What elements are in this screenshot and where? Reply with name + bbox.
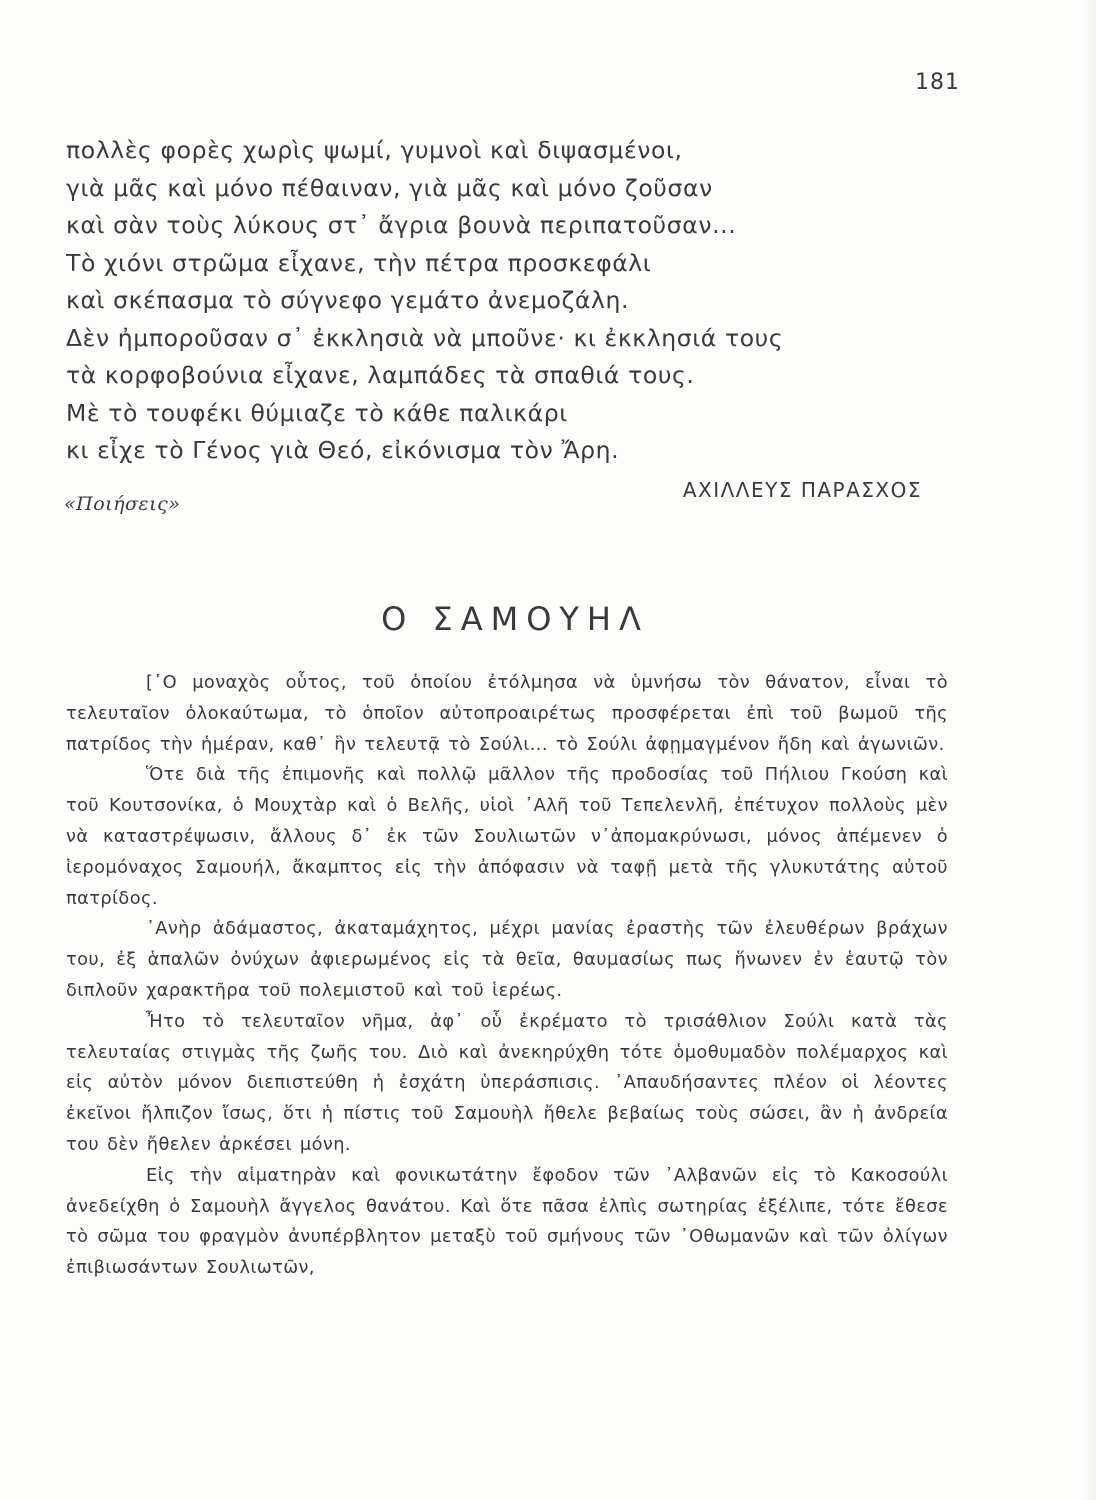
paragraph: Ἦτο τὸ τελευταῖον νῆμα, ἀφ᾽ οὗ ἐκρέματο τὸ τρισάθλιον Σούλι κατὰ τὰς τελευταίας στιγμὰς τῆς ζωῆς του. Διὸ καὶ ἀνεκηρύχθη τότε ὁμοθυμαδὸν πολέμαρχος καὶ εἰς αὐτὸν μόνον διεπιστεύθη ἡ ἐσχάτη ὑπεράσπισις. ᾽Απαυδήσαντες πλέον οἱ λέοντες ἐκεῖνοι ἤλπιζον ἴσως, ὅτι ἡ πίστις τοῦ Σαμουὴλ ἤθελε βεβαίως τοὺς σώσει, ἂν ἡ ἀνδρεία του δὲν ἤθελεν ἀρκέσει μόνη. [66,1010,948,1155]
paragraph: ᾽Ανὴρ ἀδάμαστος, ἀκαταμάχητος, μέχρι μανίας ἐραστὴς τῶν ἐλευθέρων βράχων του, ἐξ ἁπαλῶν ὀνύχων ἀφιερωμένος εἰς τὰ θεῖα, θαυμασίως πως ἥνωνεν ἐν ἑαυτῷ τὸν διπλοῦν χαρακτῆρα τοῦ πολεμιστοῦ καὶ τοῦ ἱερέως. [66,918,948,1001]
paragraph: [῾Ο μοναχὸς οὗτος, τοῦ ὁποίου ἐτόλμησα νὰ ὑμνήσω τὸν θάνατον, εἶναι τὸ τελευταῖον ὁλοκαύτωμα, τὸ ὁποῖον αὐτοπροαιρέτως προσφέρεται ἐπὶ τοῦ βωμοῦ τῆς πατρίδος τὴν ἡμέραν, καθ᾽ ἣν τελευτᾷ τὸ Σούλι... τὸ Σούλι ἀφῃμαγμένον ἤδη καὶ ἀγωνιῶν. [66,672,948,755]
article-body [66,668,948,1284]
poem-block [66,132,926,470]
poem-line: κι εἶχε τὸ Γένος γιὰ Θεό, εἰκόνισμα τὸν Ἄρη. [66,436,620,464]
paragraph: Εἰς τὴν αἱματηρὰν καὶ φονικωτάτην ἔφοδον τῶν ᾽Αλβανῶν εἰς τὸ Κακοσούλι ἀνεδείχθη ὁ Σαμουὴλ ἄγγελος θανάτου. Καὶ ὅτε πᾶσα ἐλπὶς σωτηρίας ἐξέλιπε, τότε ἔθεσε τὸ σῶμα του φραγμὸν ἀνυπέρβλητον μεταξὺ τοῦ σμήνους τῶν ᾽Οθωμανῶν καὶ τῶν ὀλίγων ἐπιβιωσάντων Σουλιωτῶν, [66,1164,948,1279]
poem-source: «Ποιήσεις» [64,493,181,515]
page-edge-shadow [1078,0,1096,1500]
poem-line: Δὲν ἠμποροῦσαν σ᾽ ἐκκλησιὰ νὰ μποῦνε· κι ἐκκλησιά τους [66,323,784,352]
poem-author: ΑΧΙΛΛΕΥΣ ΠΑΡΑΣΧΟΣ [682,478,922,502]
article-title: Ο ΣΑΜΟΥΗΛ [381,600,649,638]
poem-line: γιὰ μᾶς καὶ μόνο πέθαιναν, γιὰ μᾶς καὶ μόνο ζοῦσαν [66,173,713,202]
poem-line: πολλὲς φορὲς χωρὶς ψωμί, γυμνοὶ καὶ διψασμένοι, [66,136,683,164]
poem-line: τὰ κορφοβούνια εἶχανε, λαμπάδες τὰ σπαθιά τους. [66,361,695,389]
poem-line: καὶ σὰν τοὺς λύκους στ᾽ ἄγρια βουνὰ περιπατοῦσαν... [66,211,737,239]
page-number: 181 [915,70,960,95]
poem-line: Τὸ χιόνι στρῶμα εἶχανε, τὴν πέτρα προσκεφάλι [66,248,652,277]
poem-line: Μὲ τὸ τουφέκι θύμιαζε τὸ κάθε παλικάρι [66,398,568,427]
poem-line: καὶ σκέπασμα τὸ σύγνεφο γεμάτο ἀνεμοζάλη. [66,286,630,314]
paragraph: Ὅτε διὰ τῆς ἐπιμονῆς καὶ πολλῷ μᾶλλον τῆς προδοσίας τοῦ Πήλιου Γκούση καὶ τοῦ Κουτσονίκα, ὁ Μουχτὰρ καὶ ὁ Βελῆς, υἱοὶ ᾽Αλῆ τοῦ Τεπελενλῆ, ἐπέτυχον πολλοὺς μὲν νὰ καταστρέψωσιν, ἄλλους δ᾽ ἐκ τῶν Σουλιωτῶν ν᾽ἀπομακρύνωσι, μόνος ἀπέμενεν ὁ ἱερομόναχος Σαμουήλ, ἄκαμπτος εἰς τὴν ἀπόφασιν νὰ ταφῇ μετὰ τῆς γλυκυτάτης αὐτοῦ πατρίδος. [66,764,948,909]
